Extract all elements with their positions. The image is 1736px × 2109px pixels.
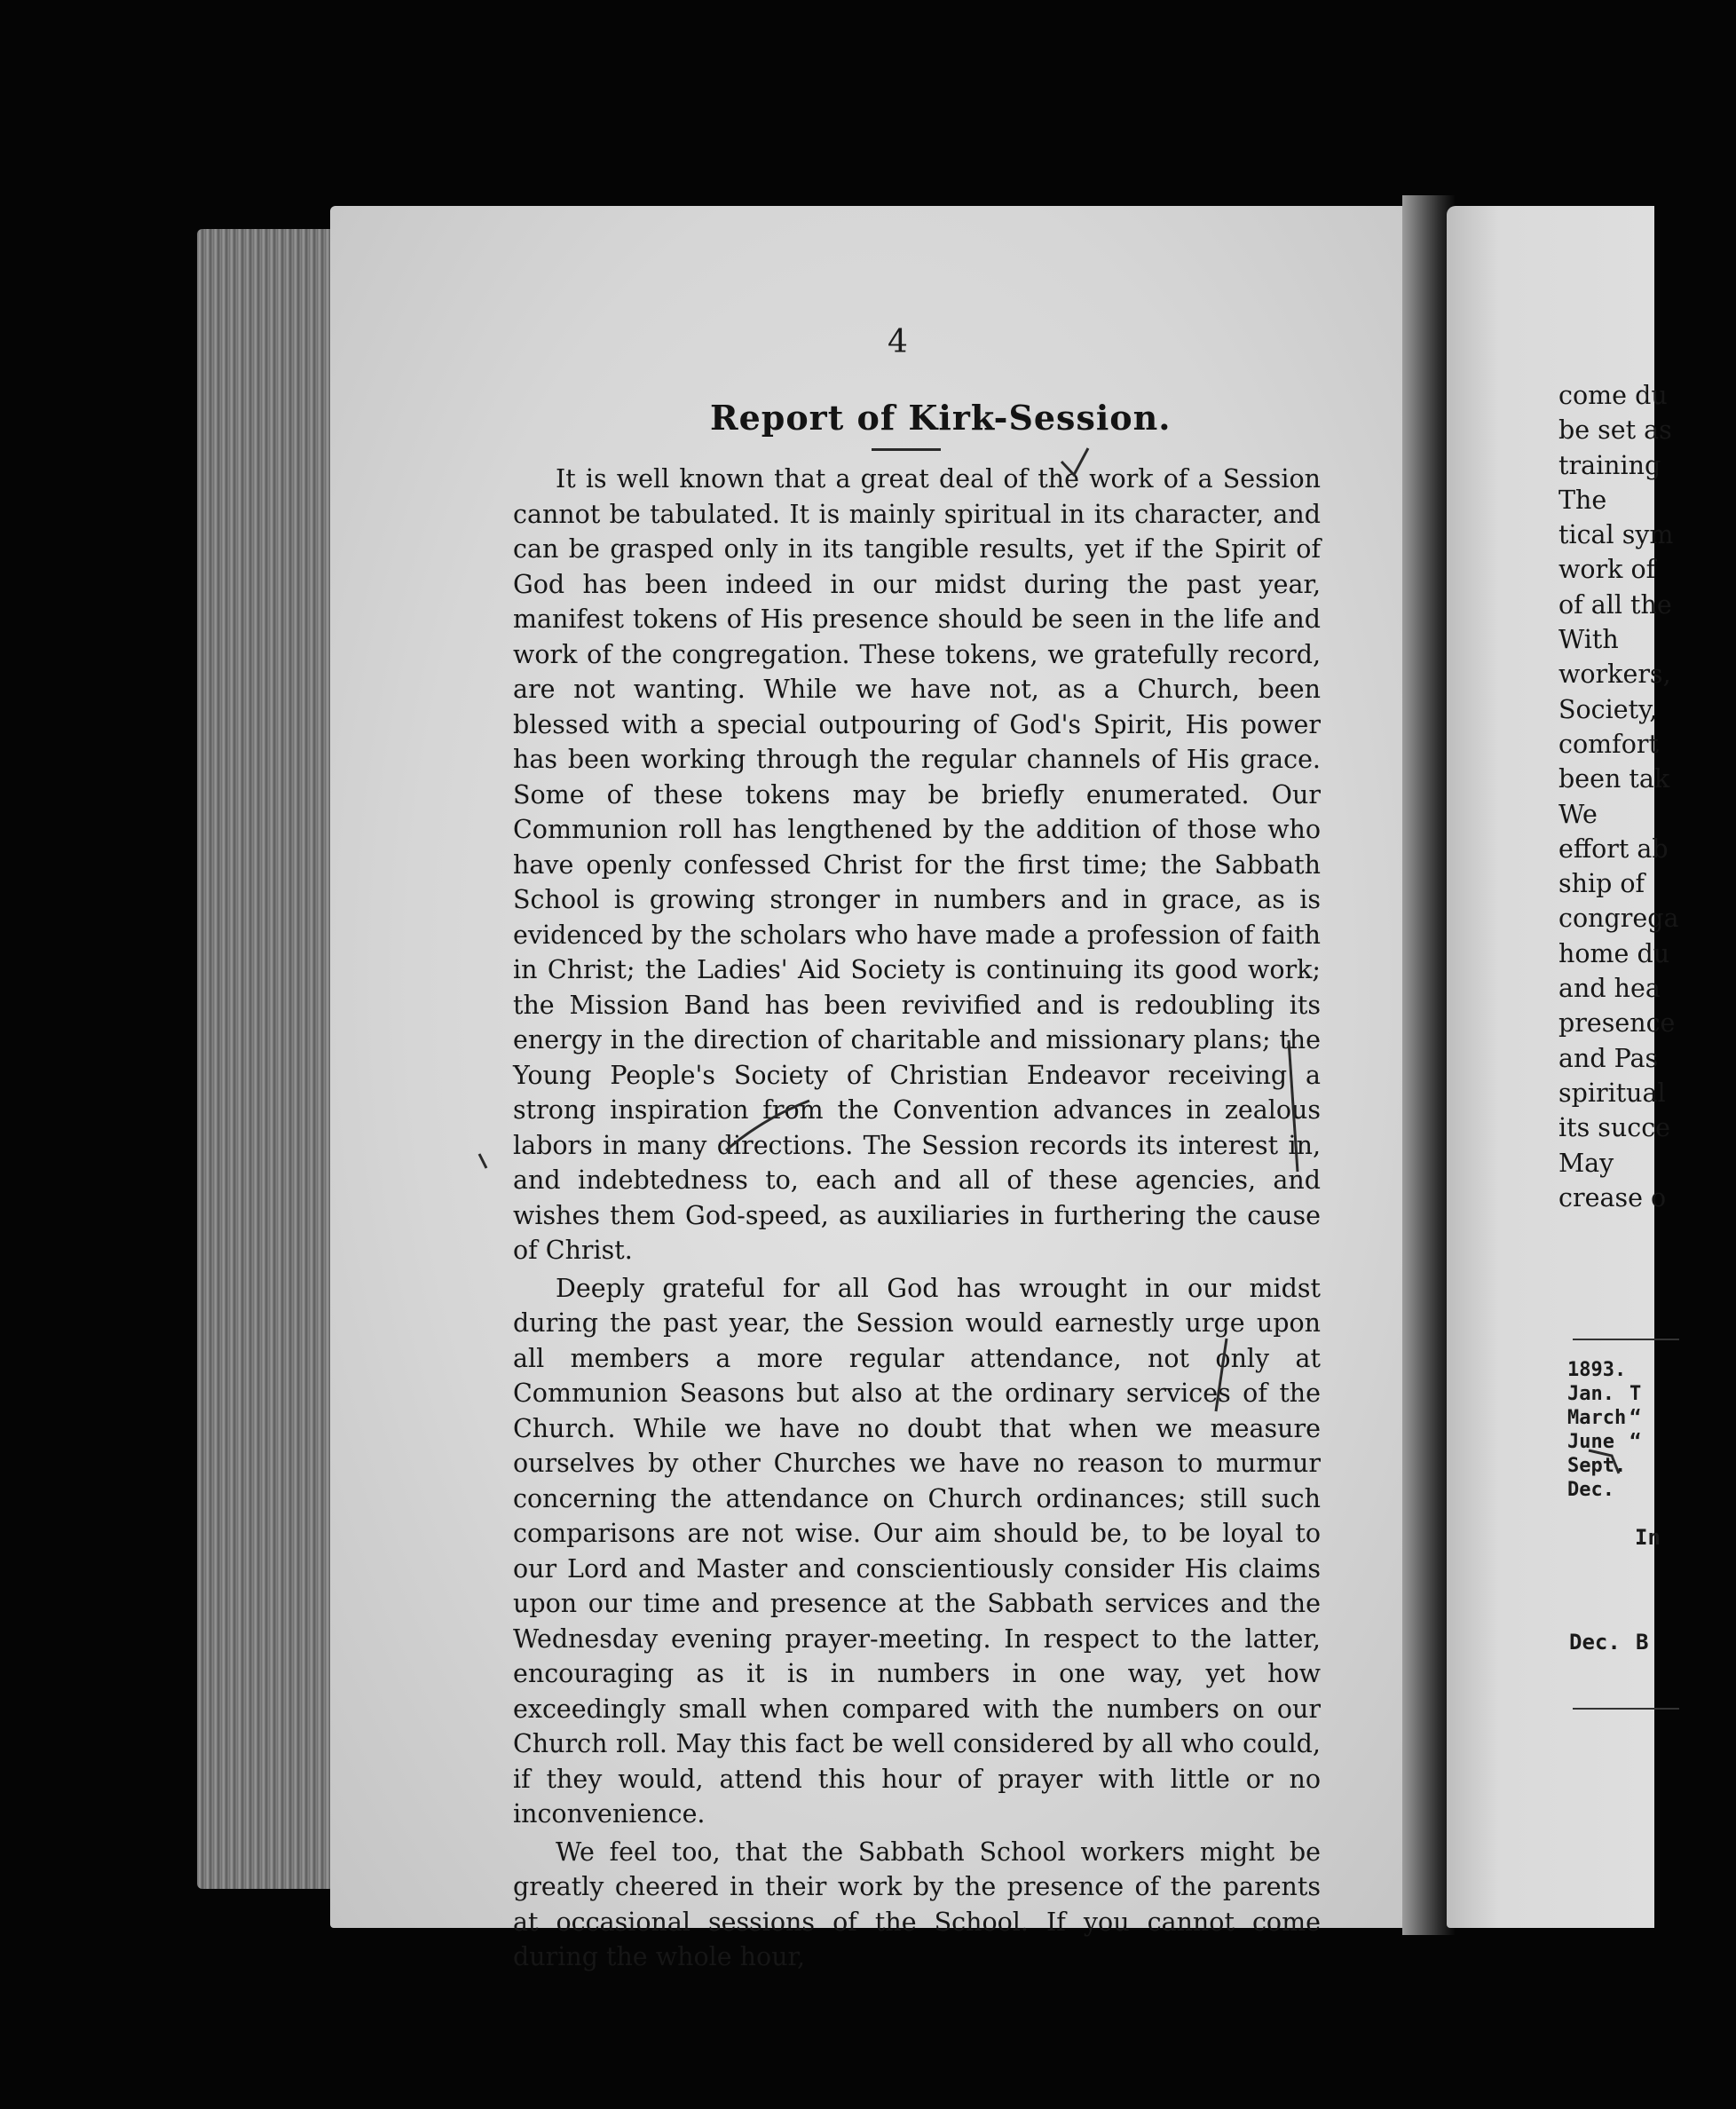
table-dec-col2: B [1636,1630,1649,1655]
table-dec-label: Dec. [1569,1630,1621,1655]
pencil-stroke [1289,1040,1298,1172]
paragraph: It is well known that a great deal of the work of a Session cannot be tabulated. It is mainly spiritual in its character, and can be grasped only in its tangible results, yet if the Spirit of God has been indeed in our midst during the past year, manifest tokens of His presence should be seen in the life and work of the congregation. These tokens, we gratefully record, are not wanting. While we have not, as a Church, been blessed with a special outpouring of God's Spirit, His power has been working through the regular channels of His grace. Some of these tokens may be briefly enumerated. Our Communion roll has lengthened by the addition of those who have openly confessed Christ for the first time; the Sabbath School is growing stronger in numbers and in grace, as is evidenced by the scholars who have made a profession of faith in Christ; the Ladies' Aid Society is continuing its good work; the Mission Band has been revivified and is redoubling its energy in the direction of charitable and missionary plans; the Young People's Society of Christian Endeavor receiving a strong inspiration from the Convention advances in zealous labors in many directions. The Session records its interest in, and indebtedness to, each and all of these agencies, and wishes them God-speed, as auxiliaries in furthering the cause of Christ. [513,464,1321,1265]
table-month: June [1567,1431,1614,1453]
right-line: comfort [1558,729,1659,759]
pencil-stroke [1216,1339,1227,1411]
table-year: 1893. [1567,1359,1627,1381]
right-line: ship of [1558,869,1645,899]
right-line: May [1558,1148,1614,1178]
right-line: We [1558,799,1598,829]
table-cell: “ [1629,1431,1642,1453]
right-line: work of [1558,555,1656,585]
right-line: come du [1558,381,1668,410]
right-line: of all the [1558,589,1672,620]
page-title: Report of Kirk-Session. [710,398,1172,438]
right-line: Society, [1558,694,1658,724]
right-line: training [1558,450,1661,480]
right-line: its succe [1558,1113,1671,1143]
right-line: be set as [1558,415,1672,446]
right-line: With [1558,625,1619,655]
pencil-stroke [479,1154,486,1168]
table-cell: T [1629,1383,1642,1405]
paragraph: We feel too, that the Sabbath School workers might be greatly cheered in their work by the presence of the parents at occasional sessions of the School. If you cannot come during the whole hour, [513,1836,1321,1971]
pencil-stroke [1589,1450,1619,1473]
right-line: home du [1558,938,1670,968]
right-line: congrega [1558,904,1679,934]
right-line: The [1558,485,1607,515]
right-line: spiritual [1558,1078,1666,1108]
table-cell: “ [1629,1407,1642,1429]
table-month: Jan. [1567,1383,1614,1405]
table-month: Sept. [1567,1455,1627,1477]
page-number: 4 [888,324,908,360]
right-line: crease o [1558,1182,1667,1212]
right-line: been tak [1558,764,1670,794]
right-line: effort ab [1558,833,1669,864]
check-mark [1061,448,1088,475]
right-line: tical sym [1558,520,1674,550]
table-month: March [1567,1407,1627,1429]
table-fragment-in: In [1635,1525,1661,1550]
right-line: and Pas [1558,1043,1659,1073]
pencil-stroke [726,1101,809,1150]
right-line: and hea [1558,974,1661,1004]
right-line: workers, [1558,660,1671,690]
paragraph: Deeply grateful for all God has wrought in our midst during the past year, the Session would earnestly urge upon all members a more regular attendance, not only at Communion Seasons but also at the ordinary services of the Church. While we have no doubt that when we measure ourselves by other Churches we have no reason to murmur concerning the attendance on Church ordinances; still such comparisons are not wise. Our aim should be, to be loyal to our Lord and Master and conscientiously consider His claims upon our time and presence at the Sabbath services and the Wednesday evening prayer-meeting. In respect to the latter, encouraging as it is in numbers in one way, yet how exceedingly small when compared with the numbers on our Church roll. May this fact be well considered by all who could, if they would, attend this hour of prayer with little or no inconvenience. [513,1273,1321,1829]
table-month: Dec. [1567,1479,1614,1501]
right-line: presence [1558,1008,1676,1039]
